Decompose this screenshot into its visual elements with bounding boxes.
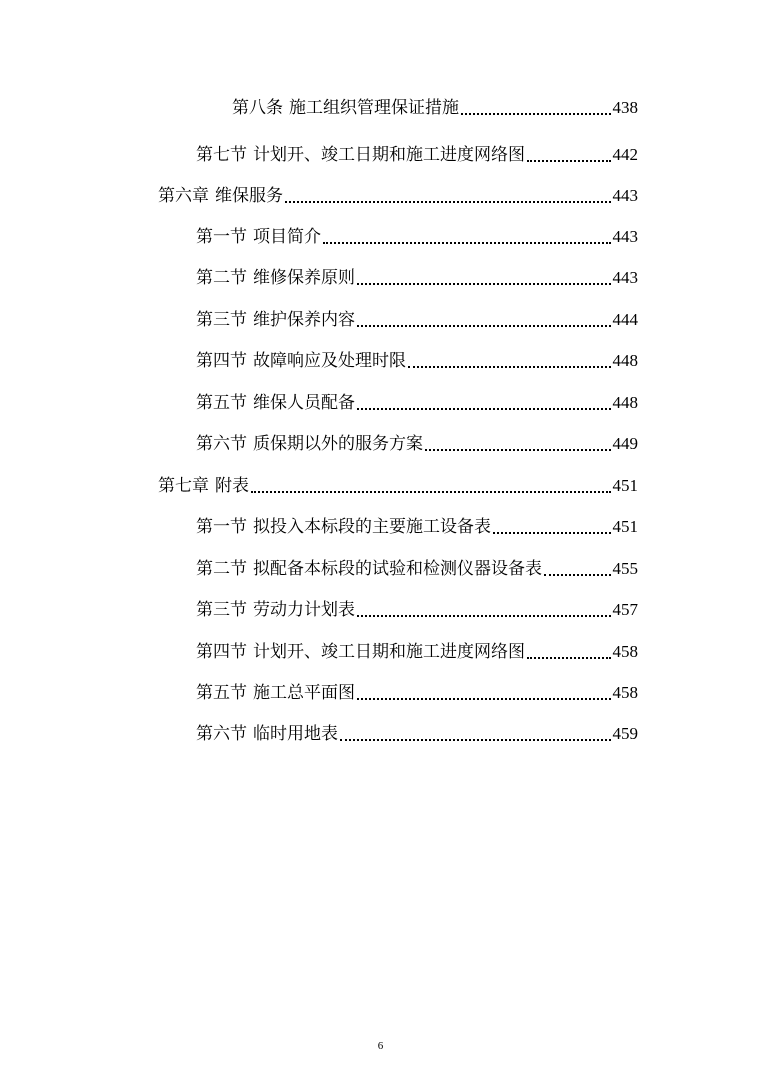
toc-entry-number: 第一节 xyxy=(196,227,247,247)
toc-entry-label xyxy=(196,433,423,455)
dot-leader xyxy=(285,197,611,203)
toc-entry-number: 第六章 xyxy=(158,186,209,206)
toc-entry-label xyxy=(196,723,338,745)
toc-entry-title: 项目简介 xyxy=(253,227,321,247)
dot-leader xyxy=(357,279,611,285)
toc-entry-number: 第八条 xyxy=(232,98,283,118)
toc-entry-number: 第五节 xyxy=(196,393,247,413)
toc-entry-title: 维护保养内容 xyxy=(253,310,355,330)
toc-entry-label xyxy=(196,682,355,704)
toc-entry-label xyxy=(196,641,525,663)
toc-entry-page: 443 xyxy=(612,227,638,246)
toc-entry-number: 第一节 xyxy=(196,517,247,537)
toc-entry[interactable] xyxy=(232,93,638,119)
toc-entry-page: 443 xyxy=(612,186,638,205)
toc-entry[interactable] xyxy=(196,305,638,331)
toc-entry-title: 施工组织管理保证措施 xyxy=(289,98,459,118)
dot-leader xyxy=(425,445,611,451)
toc-entry-label xyxy=(196,267,355,289)
toc-entry-page: 451 xyxy=(612,517,638,536)
dot-leader xyxy=(340,735,611,741)
toc-entry-page: 457 xyxy=(612,600,638,619)
dot-leader xyxy=(527,156,611,162)
dot-leader xyxy=(323,238,611,244)
toc-entry-title: 临时用地表 xyxy=(253,724,338,744)
toc-entry[interactable] xyxy=(196,140,638,166)
toc-entry[interactable] xyxy=(196,719,638,745)
toc-entry-label xyxy=(196,350,406,372)
dot-leader xyxy=(357,321,611,327)
dot-leader xyxy=(461,109,611,115)
toc-entry-number: 第四节 xyxy=(196,351,247,371)
toc-entry-page: 449 xyxy=(612,434,638,453)
toc-entry[interactable] xyxy=(158,471,638,497)
dot-leader xyxy=(493,528,611,534)
toc-entry[interactable] xyxy=(196,678,638,704)
toc-entry-number: 第六节 xyxy=(196,434,247,454)
toc-entry-title: 附表 xyxy=(215,476,249,496)
dot-leader xyxy=(408,362,611,368)
toc-entry-label xyxy=(232,97,459,119)
toc-entry-label xyxy=(196,226,321,248)
toc-entry-number: 第四节 xyxy=(196,642,247,662)
dot-leader xyxy=(357,404,611,410)
toc-entry-page: 459 xyxy=(612,724,638,743)
dot-leader xyxy=(251,487,611,493)
toc-entry-title: 拟配备本标段的试验和检测仪器设备表 xyxy=(253,559,542,579)
toc-entry[interactable] xyxy=(196,346,638,372)
toc-entry-label xyxy=(196,392,355,414)
toc-entry-title: 质保期以外的服务方案 xyxy=(253,434,423,454)
toc-entry-title: 计划开、竣工日期和施工进度网络图 xyxy=(253,642,525,662)
toc-entry-page: 444 xyxy=(612,310,638,329)
toc-entry-page: 438 xyxy=(612,98,638,117)
toc-entry[interactable] xyxy=(196,554,638,580)
toc-entry-label xyxy=(196,309,355,331)
toc-entry-page: 451 xyxy=(612,476,638,495)
toc-entry-number: 第二节 xyxy=(196,559,247,579)
toc-entry-label xyxy=(158,475,249,497)
toc-entry-number: 第三节 xyxy=(196,600,247,620)
toc-entry-number: 第五节 xyxy=(196,683,247,703)
toc-entry-title: 计划开、竣工日期和施工进度网络图 xyxy=(253,145,525,165)
toc-entry-label xyxy=(196,558,542,580)
toc-entry-label xyxy=(196,144,525,166)
toc-entry-number: 第七章 xyxy=(158,476,209,496)
toc-entry-page: 458 xyxy=(612,642,638,661)
toc-entry[interactable] xyxy=(196,429,638,455)
toc-entry-title: 维保服务 xyxy=(215,186,283,206)
dot-leader xyxy=(357,694,611,700)
dot-leader xyxy=(527,653,611,659)
toc-entry[interactable] xyxy=(158,181,638,207)
toc-entry-page: 455 xyxy=(612,559,638,578)
toc-entry-number: 第二节 xyxy=(196,268,247,288)
toc-entry-title: 拟投入本标段的主要施工设备表 xyxy=(253,517,491,537)
toc-entry-title: 维保人员配备 xyxy=(253,393,355,413)
toc-entry[interactable] xyxy=(196,388,638,414)
toc-entry-label xyxy=(196,516,491,538)
toc-entry-number: 第六节 xyxy=(196,724,247,744)
toc-entry-label xyxy=(158,185,283,207)
toc-entry[interactable] xyxy=(196,637,638,663)
toc-entry-title: 维修保养原则 xyxy=(253,268,355,288)
toc-entry[interactable] xyxy=(196,512,638,538)
toc-entry[interactable] xyxy=(196,595,638,621)
toc-entry-title: 故障响应及处理时限 xyxy=(253,351,406,371)
toc-entry[interactable] xyxy=(196,263,638,289)
toc-entry-number: 第七节 xyxy=(196,145,247,165)
toc-entry-page: 442 xyxy=(612,145,638,164)
dot-leader xyxy=(357,611,611,617)
toc-entry-page: 443 xyxy=(612,268,638,287)
toc-entry-number: 第三节 xyxy=(196,310,247,330)
page-number: 6 xyxy=(377,1040,384,1052)
toc-entry-page: 458 xyxy=(612,683,638,702)
toc-entry-title: 施工总平面图 xyxy=(253,683,355,703)
toc-entry-label xyxy=(196,599,355,621)
toc-entry[interactable] xyxy=(196,222,638,248)
toc-entry-title: 劳动力计划表 xyxy=(253,600,355,620)
dot-leader xyxy=(544,570,611,576)
toc-entry-page: 448 xyxy=(612,393,638,412)
toc-entry-page: 448 xyxy=(612,351,638,370)
